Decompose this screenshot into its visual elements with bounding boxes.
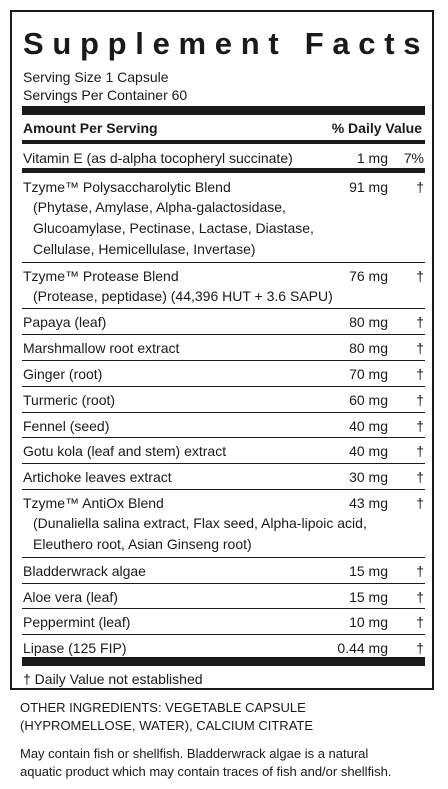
ingredient-name: Artichoke leaves extract bbox=[23, 469, 172, 486]
ingredient-daily-value: † bbox=[416, 495, 424, 511]
row-divider bbox=[22, 308, 425, 309]
serving-size: Serving Size 1 Capsule bbox=[23, 69, 169, 85]
footnote: † Daily Value not established bbox=[23, 671, 203, 687]
row-divider bbox=[22, 412, 425, 413]
ingredient-amount: 40 mg bbox=[349, 443, 388, 460]
ingredient-daily-value: † bbox=[416, 391, 424, 408]
amount-per-serving-header: Amount Per Serving bbox=[23, 120, 158, 136]
ingredient-name: Tzyme™ AntiOx Blend bbox=[23, 495, 164, 511]
ingredient-name: Gotu kola (leaf and stem) extract bbox=[23, 443, 227, 460]
medium-divider bbox=[22, 140, 425, 144]
row-divider bbox=[22, 608, 425, 609]
ingredient-amount: 80 mg bbox=[349, 340, 388, 357]
row-divider bbox=[22, 262, 425, 263]
vitamin-divider bbox=[22, 168, 425, 173]
ingredient-name: Papaya (leaf) bbox=[23, 314, 107, 331]
ingredient-amount: 15 mg bbox=[349, 562, 388, 579]
ingredient-daily-value: † bbox=[416, 588, 424, 605]
row-divider bbox=[22, 634, 425, 635]
row-divider bbox=[22, 437, 425, 438]
ingredient-detail: (Phytase, Amylase, Alpha-galactosidase, bbox=[33, 198, 286, 215]
row-divider bbox=[22, 360, 425, 361]
ingredient-detail: (Dunaliella salina extract, Flax seed, Alpha-lipoic acid, bbox=[33, 515, 367, 531]
ingredient-amount: 30 mg bbox=[349, 469, 388, 486]
row-divider bbox=[22, 386, 425, 387]
ingredient-daily-value: † bbox=[416, 640, 424, 657]
ingredient-amount: 40 mg bbox=[349, 417, 388, 434]
ingredient-amount: 0.44 mg bbox=[337, 640, 388, 657]
supplement-facts-panel bbox=[10, 10, 434, 690]
ingredient-name: Tzyme™ Protease Blend bbox=[23, 267, 179, 284]
thick-divider-top bbox=[22, 106, 425, 115]
ingredient-detail: (Protease, peptidase) (44,396 HUT + 3.6 SAPU) bbox=[33, 287, 333, 304]
ingredient-name: Turmeric (root) bbox=[23, 391, 116, 408]
ingredient-daily-value: † bbox=[416, 469, 424, 486]
ingredient-name: Fennel (seed) bbox=[23, 417, 110, 434]
ingredient-daily-value: † bbox=[416, 314, 424, 331]
other-ingredients-line-1: OTHER INGREDIENTS: VEGETABLE CAPSULE bbox=[20, 700, 306, 715]
ingredient-amount: 10 mg bbox=[349, 614, 388, 631]
ingredient-name: Peppermint (leaf) bbox=[23, 614, 131, 631]
row-divider bbox=[22, 463, 425, 464]
ingredient-amount: 91 mg bbox=[349, 178, 388, 195]
row-divider bbox=[22, 489, 425, 490]
ingredient-daily-value: † bbox=[416, 340, 424, 357]
ingredient-name: Lipase (125 FIP) bbox=[23, 640, 127, 657]
row-divider bbox=[22, 583, 425, 584]
ingredient-name: Bladderwrack algae bbox=[23, 562, 146, 579]
allergen-note-line-2: aquatic product which may contain traces of fish and/or shellfish. bbox=[20, 764, 392, 779]
ingredient-name: Marshmallow root extract bbox=[23, 340, 180, 357]
ingredient-daily-value: † bbox=[416, 366, 424, 382]
ingredient-detail: Eleuthero root, Asian Ginseng root) bbox=[33, 536, 252, 552]
ingredient-daily-value: † bbox=[416, 443, 424, 460]
panel-title: Supplement Facts bbox=[23, 26, 430, 61]
ingredient-daily-value: † bbox=[416, 562, 424, 579]
ingredient-amount: 76 mg bbox=[349, 267, 388, 284]
allergen-note-line-1: May contain fish or shellfish. Bladderwrack algae is a natural bbox=[20, 746, 369, 761]
ingredient-daily-value: † bbox=[416, 178, 424, 195]
ingredient-amount: 80 mg bbox=[349, 314, 388, 331]
row-divider bbox=[22, 557, 425, 558]
ingredient-amount: 1 mg bbox=[356, 150, 388, 166]
ingredient-amount: 43 mg bbox=[349, 495, 388, 511]
ingredient-amount: 15 mg bbox=[349, 588, 388, 605]
ingredient-daily-value: † bbox=[416, 417, 424, 434]
daily-value-header: % Daily Value bbox=[331, 120, 422, 136]
ingredient-daily-value: † bbox=[416, 614, 424, 631]
other-ingredients-line-2: (HYPROMELLOSE, WATER), CALCIUM CITRATE bbox=[20, 718, 314, 733]
ingredient-detail: Glucoamylase, Pectinase, Lactase, Diastase, bbox=[33, 219, 314, 236]
ingredient-name: Aloe vera (leaf) bbox=[23, 588, 118, 605]
ingredient-detail: Cellulase, Hemicellulase, Invertase) bbox=[33, 240, 256, 257]
ingredient-amount: 60 mg bbox=[349, 391, 388, 408]
ingredient-daily-value: 7% bbox=[403, 150, 424, 166]
ingredient-name: Ginger (root) bbox=[23, 366, 103, 382]
thick-divider-bottom bbox=[22, 657, 425, 666]
row-divider bbox=[22, 334, 425, 335]
ingredient-amount: 70 mg bbox=[349, 366, 388, 382]
servings-per-container: Servings Per Container 60 bbox=[23, 87, 188, 103]
ingredient-name: Tzyme™ Polysaccharolytic Blend bbox=[23, 178, 231, 195]
ingredient-daily-value: † bbox=[416, 267, 424, 284]
ingredient-name: Vitamin E (as d-alpha tocopheryl succinate) bbox=[23, 150, 293, 166]
